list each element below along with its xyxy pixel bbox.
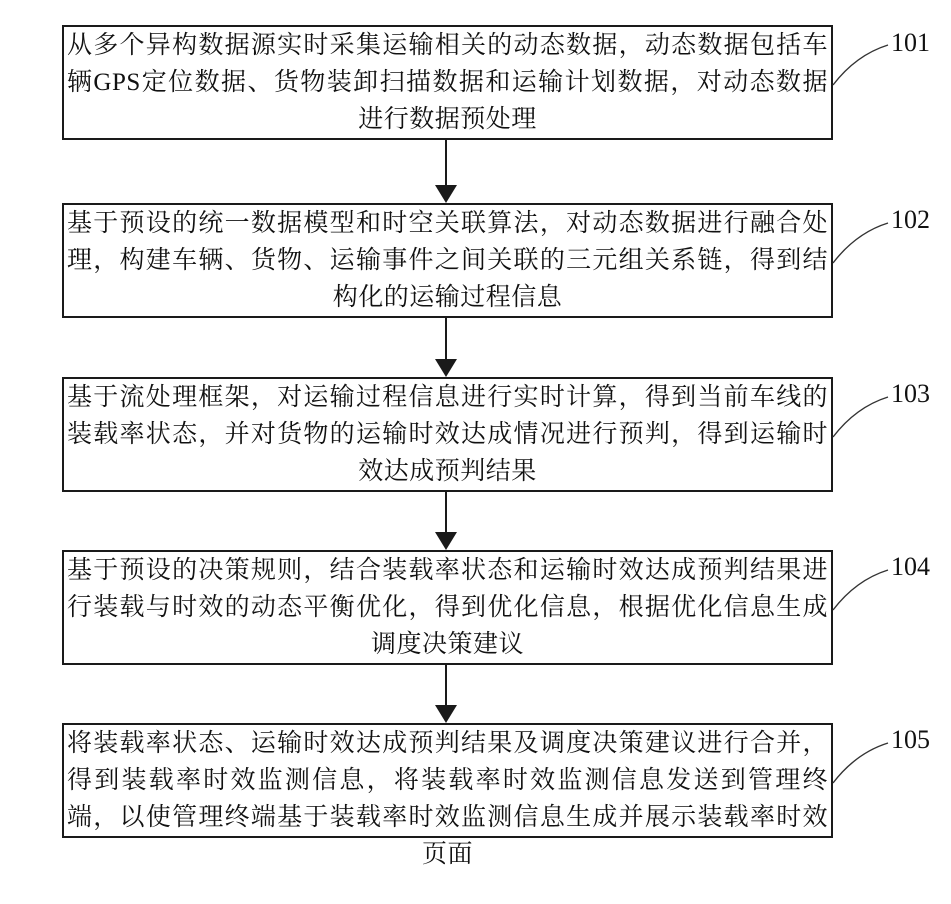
- reference-number-104: 104: [891, 552, 930, 581]
- arrow-line: [445, 665, 447, 705]
- reference-number-102: 102: [891, 205, 930, 234]
- leader-line-104: [832, 564, 890, 612]
- process-box-105: [62, 723, 833, 868]
- process-box-103: [62, 377, 833, 492]
- arrow-line: [445, 318, 447, 359]
- flow-arrow-4: [435, 665, 457, 723]
- arrow-head-icon: [435, 185, 457, 203]
- process-text-102: 基于预设的统一数据模型和时空关联算法，对动态数据进行融合处理，构建车辆、货物、运输事件之间关联的三元组关系链，得到结构化的运输过程信息: [67, 210, 828, 311]
- flow-arrow-1: [435, 140, 457, 203]
- process-text-104: 基于预设的决策规则，结合装载率状态和运输时效达成预判结果进行装载与时效的动态平衡优化，得到优化信息，根据优化信息生成调度决策建议: [67, 557, 828, 658]
- reference-number-103: 103: [891, 379, 930, 408]
- arrow-head-icon: [435, 705, 457, 723]
- arrow-head-icon: [435, 359, 457, 377]
- arrow-line: [445, 492, 447, 532]
- process-text-103: 基于流处理框架，对运输过程信息进行实时计算，得到当前车线的装载率状态，并对货物的运输时效达成情况进行预判，得到运输时效达成预判结果: [67, 384, 828, 485]
- leader-line-103: [832, 391, 890, 439]
- reference-number-101: 101: [891, 28, 930, 57]
- process-box-102: [62, 203, 833, 318]
- reference-number-105: 105: [891, 725, 930, 754]
- process-box-101: [62, 25, 833, 140]
- flow-arrow-3: [435, 492, 457, 550]
- process-text-101: 从多个异构数据源实时采集运输相关的动态数据，动态数据包括车辆GPS定位数据、货物装卸扫描数据和运输计划数据，对动态数据进行数据预处理: [67, 32, 828, 133]
- process-text-105: 将装载率状态、运输时效达成预判结果及调度决策建议进行合并，得到装载率时效监测信息，将装载率时效监测信息发送到管理终端，以使管理终端基于装载率时效监测信息生成并展示装载率时效页面: [67, 730, 828, 868]
- leader-line-101: [832, 39, 890, 87]
- flow-arrow-2: [435, 318, 457, 377]
- arrow-line: [445, 140, 447, 185]
- leader-line-102: [832, 217, 890, 265]
- leader-line-105: [832, 737, 890, 785]
- process-box-104: [62, 550, 833, 665]
- arrow-head-icon: [435, 532, 457, 550]
